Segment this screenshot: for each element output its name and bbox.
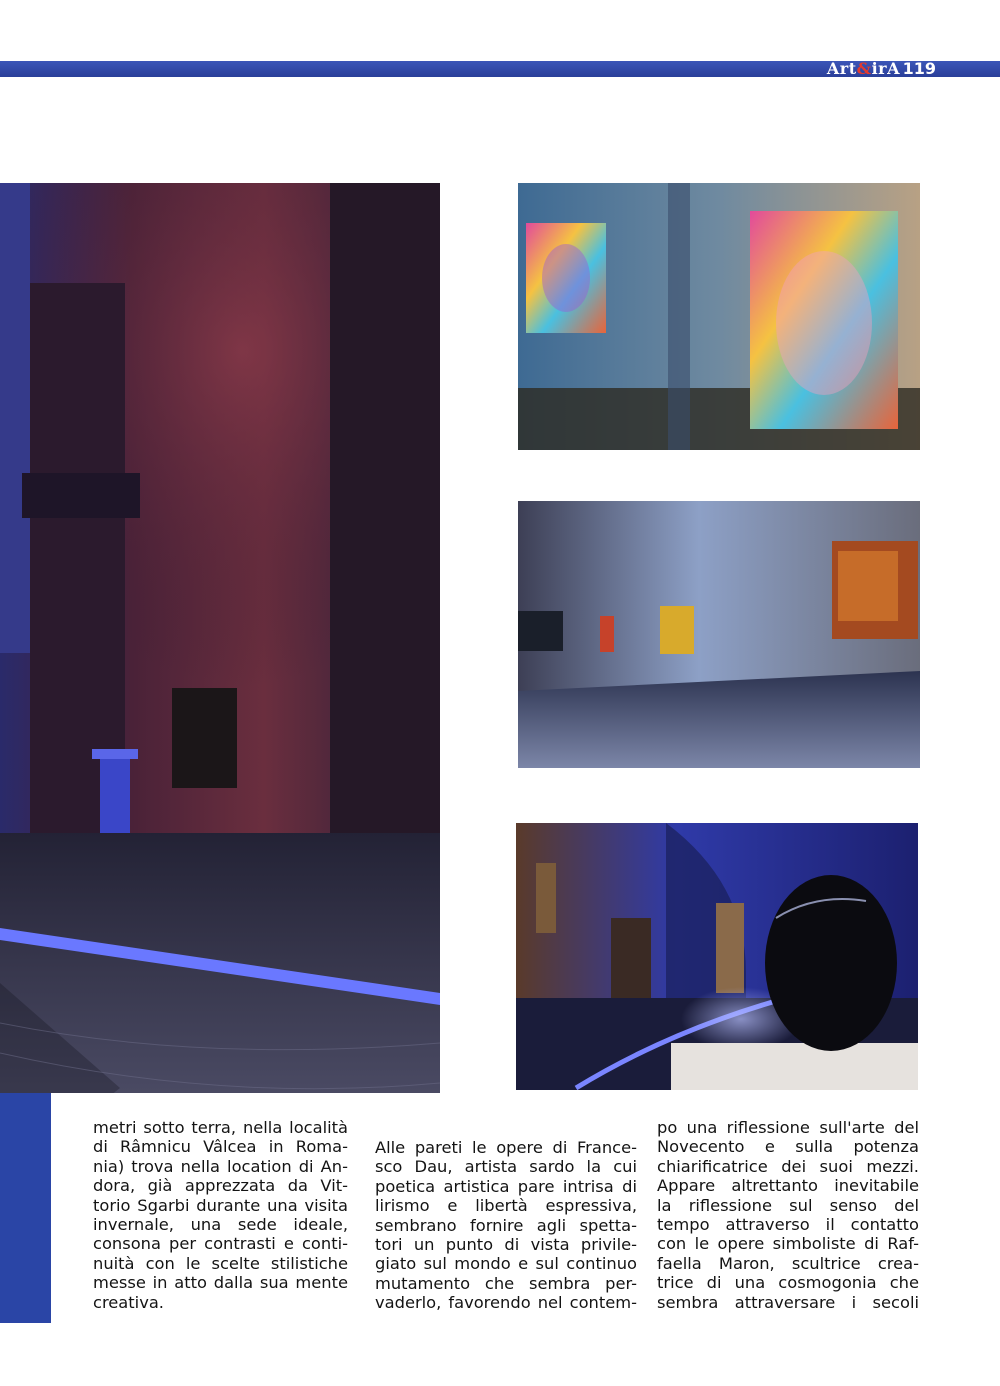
article-line: consona per contrasti e conti- [93,1234,348,1254]
article-line: creativa. [93,1292,164,1312]
article-line: poetica artistica pare intrisa di [375,1176,637,1196]
article-line: la riflessione sul senso del [657,1195,919,1215]
article-line: po una riflessione sull'arte del [657,1118,919,1137]
article-line: metri sotto terra, nella località [93,1118,348,1137]
article-line: trice di una cosmogonia che [657,1273,919,1293]
article-column-1 [93,1118,348,1312]
logo-ampersand: & [856,59,872,78]
article-line: Novecento e sulla potenza [657,1137,919,1157]
article-line: messe in atto dalla sua mente [93,1273,348,1293]
article-line: chiarificatrice dei suoi mezzi. [657,1156,919,1176]
stone-wall-gallery-photo [518,501,920,768]
article-line: faella Maron, scultrice crea- [657,1253,919,1273]
article-line: mutamento che sembra per- [375,1273,637,1293]
logo-part-right: irA [871,59,900,78]
colorful-portrait-paintings-photo [518,183,920,450]
article-line: tempo attraverso il contatto [657,1214,919,1234]
article-line: giato sul mondo e sul continuo [375,1254,637,1274]
page-number: 119 [902,59,936,78]
article-line: torio Sgarbi durante una visita [93,1195,348,1215]
sculpture-head-nave-photo [516,823,918,1090]
article-line: tori un punto di vista privile- [375,1234,637,1254]
article-line: sembrano fornire agli spetta- [375,1215,637,1235]
article-line: Alle pareti le opere di France- [375,1138,637,1157]
article-line: sembra attraversare i secoli [657,1292,919,1312]
magazine-logo [827,60,900,78]
article-line: dora, già apprezzata da Vit- [93,1176,348,1196]
side-accent-strip [0,1093,51,1323]
article-line: vaderlo, favorendo nel contem- [375,1293,637,1313]
church-interior-blue-light-photo [0,183,440,1093]
logo-part-left: Art [826,59,857,78]
article-line: con le opere simboliste di Raf- [657,1234,919,1254]
article-line: lirismo e libertà espressiva, [375,1196,637,1216]
article-column-3 [657,1118,919,1312]
article-line: sco Dau, artista sardo la cui [375,1157,637,1177]
article-line: Appare altrettanto inevitabile [657,1176,919,1196]
article-line: di Râmnicu Vâlcea in Roma- [93,1137,348,1157]
article-line: nuità con le scelte stilistiche [93,1253,348,1273]
article-column-2 [375,1138,637,1313]
article-line: nia) trova nella location di An- [93,1156,348,1176]
article-line: invernale, una sede ideale, [93,1214,348,1234]
